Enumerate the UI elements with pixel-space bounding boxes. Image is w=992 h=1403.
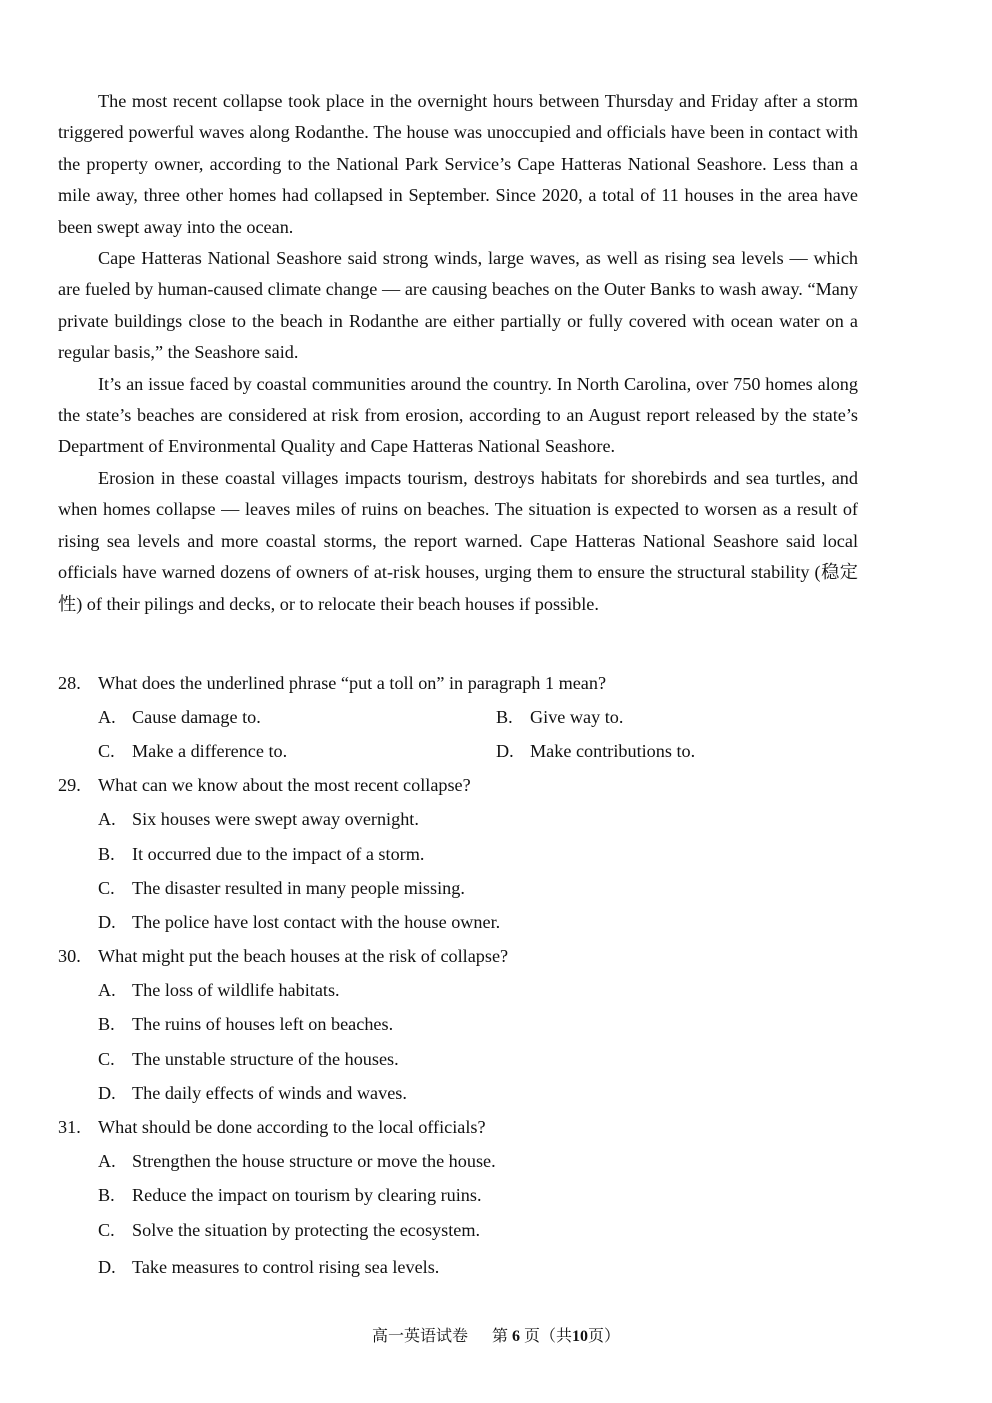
option-b — [98, 1008, 878, 1042]
option-list — [58, 700, 878, 768]
total-pages: 10 — [572, 1328, 589, 1345]
option-text: The ruins of houses left on beaches. — [132, 1014, 394, 1035]
option-letter: A. — [98, 809, 116, 830]
question-number: 30. — [58, 946, 81, 967]
question-stem — [58, 769, 878, 803]
question-number: 29. — [58, 775, 81, 796]
option-text: Six houses were swept away overnight. — [132, 809, 419, 830]
option-text: The daily effects of winds and waves. — [132, 1082, 407, 1103]
option-d — [98, 1247, 878, 1287]
option-text: Take measures to control rising sea levels. — [132, 1256, 440, 1277]
option-text: Make contributions to. — [530, 740, 696, 761]
option-text: Give way to. — [530, 706, 624, 727]
page-suffix: 页） — [588, 1328, 621, 1345]
reading-passage — [58, 86, 858, 620]
option-d — [496, 734, 894, 768]
option-d — [98, 1076, 878, 1110]
option-letter: B. — [98, 843, 115, 864]
option-list — [58, 1145, 878, 1288]
option-a — [98, 1145, 878, 1179]
page-footer — [0, 1323, 992, 1346]
option-letter: D. — [98, 1256, 116, 1277]
option-text: The police have lost contact with the house owner. — [132, 911, 501, 932]
passage-paragraph: Erosion in these coastal villages impacts tourism, destroys habitats for shorebirds and sea turtles, and when homes collapse — leaves miles of ruins on beaches. The situation is expected to worsen as a result of rising sea levels and more coastal storms, the report warned. Cape Hatteras National Seashore said local officials have warned dozens of owners of at-risk houses, urging them to ensure the structural stability (稳定性) of their pilings and decks, or to relocate their beach houses if possible. — [58, 467, 858, 614]
question-text: What can we know about the most recent collapse? — [98, 775, 471, 796]
option-letter: A. — [98, 706, 116, 727]
question-28 — [58, 666, 878, 769]
question-text: What does the underlined phrase “put a toll on” in paragraph 1 mean? — [98, 672, 607, 693]
option-text: The disaster resulted in many people missing. — [132, 877, 465, 898]
passage-paragraph: The most recent collapse took place in the overnight hours between Thursday and Friday after a storm triggered powerful waves along Rodanthe. The house was unoccupied and officials have been in contact with the property owner, according to the National Park Service’s Cape Hatteras National Seashore. Less than a mile away, three other homes had collapsed in September. Since 2020, a total of 11 houses in the area have been swept away into the ocean. — [58, 91, 858, 237]
option-letter: B. — [98, 1014, 115, 1035]
option-text: Strengthen the house structure or move the house. — [132, 1151, 496, 1172]
option-letter: B. — [98, 1185, 115, 1206]
option-c — [98, 1213, 878, 1247]
passage-paragraph: It’s an issue faced by coastal communities around the country. In North Carolina, over 750 homes along the state’s beaches are considered at risk from erosion, according to an August report released by the state’s Department of Environmental Quality and Cape Hatteras National Seashore. — [58, 373, 858, 457]
option-c — [98, 734, 496, 768]
option-b — [496, 700, 894, 734]
option-letter: D. — [98, 911, 116, 932]
option-letter: C. — [98, 1219, 115, 1240]
option-letter: B. — [496, 706, 513, 727]
option-list — [58, 974, 878, 1111]
option-letter: A. — [98, 980, 116, 1001]
option-text: Make a difference to. — [132, 740, 288, 761]
question-30 — [58, 940, 878, 1111]
option-letter: A. — [98, 1151, 116, 1172]
question-list — [58, 666, 878, 1287]
option-text: The unstable structure of the houses. — [132, 1048, 399, 1069]
option-a — [98, 803, 878, 837]
page-number: 6 — [512, 1328, 520, 1345]
page-middle: 页（共 — [524, 1328, 573, 1345]
option-text: Solve the situation by protecting the ecosystem. — [132, 1219, 481, 1240]
option-b — [98, 837, 878, 871]
passage-paragraph: Cape Hatteras National Seashore said strong winds, large waves, as well as rising sea levels — which are fueled by human-caused climate change — are causing beaches on the Outer Banks to wash away. “Many private buildings close to the beach in Rodanthe are either partially or fully covered with ocean water on a regular basis,” the Seashore said. — [58, 248, 858, 363]
option-letter: C. — [98, 877, 115, 898]
option-d — [98, 905, 878, 939]
option-text: Cause damage to. — [132, 706, 261, 727]
question-text: What might put the beach houses at the risk of collapse? — [98, 946, 509, 967]
option-text: It occurred due to the impact of a storm. — [132, 843, 425, 864]
question-number: 28. — [58, 672, 81, 693]
option-letter: D. — [496, 740, 514, 761]
question-31 — [58, 1110, 878, 1287]
page-prefix: 第 — [491, 1328, 508, 1345]
option-a — [98, 974, 878, 1008]
option-a — [98, 700, 496, 734]
option-text: Reduce the impact on tourism by clearing ruins. — [132, 1185, 482, 1206]
exam-name: 高一英语试卷 — [371, 1328, 468, 1345]
option-text: The loss of wildlife habitats. — [132, 980, 340, 1001]
option-c — [98, 871, 878, 905]
option-b — [98, 1179, 878, 1213]
question-number: 31. — [58, 1117, 81, 1138]
option-letter: C. — [98, 1048, 115, 1069]
option-letter: C. — [98, 740, 115, 761]
question-stem — [58, 940, 878, 974]
option-c — [98, 1042, 878, 1076]
question-stem — [58, 1110, 878, 1144]
option-letter: D. — [98, 1082, 116, 1103]
question-29 — [58, 769, 878, 940]
question-text: What should be done according to the local officials? — [98, 1117, 486, 1138]
option-list — [58, 803, 878, 940]
question-stem — [58, 666, 878, 700]
